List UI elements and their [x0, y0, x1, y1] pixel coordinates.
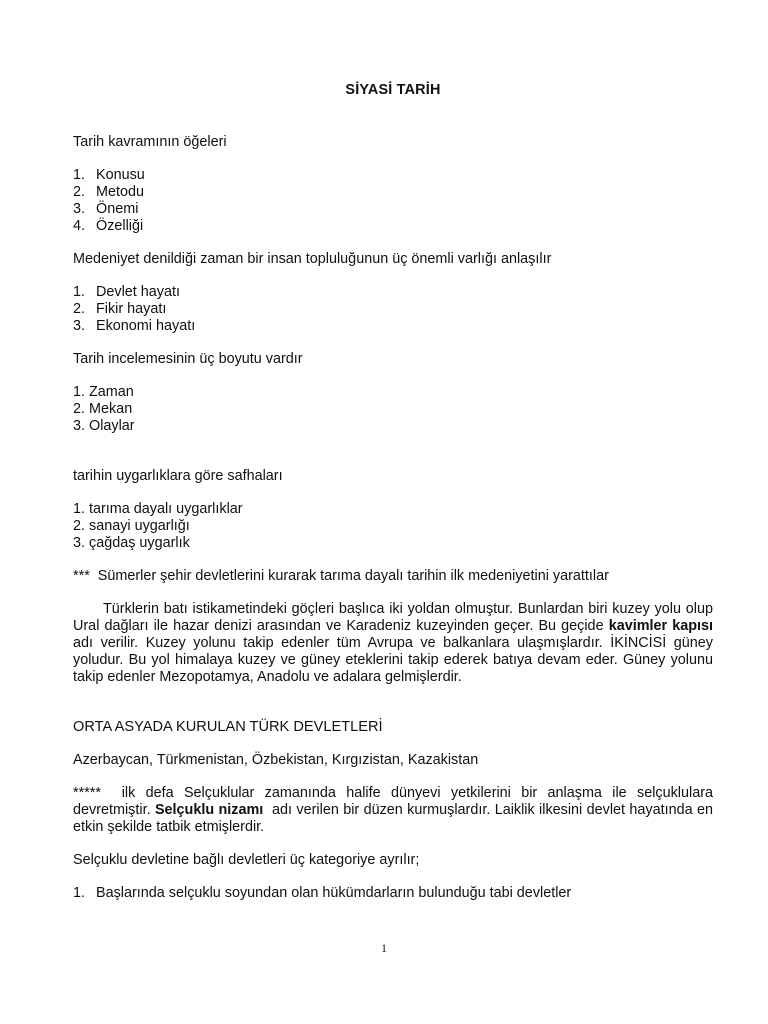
list-dimensions	[73, 384, 713, 435]
list-item: 3. Ekonomi hayatı	[73, 318, 196, 334]
paragraph-migration: Türklerin batı istikametindeki göçleri başlıca iki yoldan olmuştur. Bunlardan biri kuzey yolu olup Ural dağları ile hazar denizi arasından ve Karadeniz kuzeyinden geçer. Bu geçide kavimler kapısı adı verilir. Kuzey yolunu takip edenler tüm Avrupa ve balkanlara ulaşmışlardır. İKİNCİSİ güney yoludur. Bu yol himalaya kuzey ve güney eteklerini takip ederek batıya devam eder. Güney yolunu takip edenler Mezopotamya, Anadolu ve adalara gelmişlerdir.	[73, 601, 713, 685]
section-heading-dimensions: Tarih incelemesinin üç boyutu vardır	[73, 351, 303, 367]
list-item: 1. tarıma dayalı uygarlıklar	[73, 501, 243, 517]
page-title: SİYASİ TARİH	[345, 82, 441, 98]
section-heading-turkish-states: ORTA ASYADA KURULAN TÜRK DEVLETLERİ	[73, 719, 383, 735]
section-heading-phases: tarihin uygarlıklara göre safhaları	[73, 468, 283, 484]
section-heading-civilization: Medeniyet denildiği zaman bir insan topluluğunun üç önemli varlığı anlaşılır	[73, 251, 552, 267]
bold-term-kavimler-kapisi: kavimler kapısı	[608, 618, 713, 634]
document-body	[73, 82, 717, 902]
list-item: 3. Olaylar	[73, 418, 135, 434]
list-item: 1. Konusu	[73, 167, 145, 183]
countries-line: Azerbaycan, Türkmenistan, Özbekistan, Kırgızistan, Kazakistan	[73, 752, 479, 768]
list-item: 2. Metodu	[73, 184, 144, 200]
list-item: 2. Mekan	[73, 401, 133, 417]
list-item: 3. Önemi	[73, 201, 139, 217]
list-item: 1. Başlarında selçuklu soyundan olan hükümdarların bulunduğu tabi devletler	[73, 885, 572, 901]
section-heading-history-elements: Tarih kavramının öğeleri	[73, 134, 227, 150]
note-sumerians: *** Sümerler şehir devletlerini kurarak tarıma dayalı tarihin ilk medeniyetini yarattılar	[73, 568, 609, 584]
list-phases	[73, 501, 713, 552]
list-item: 1. Zaman	[73, 384, 134, 400]
page-number: 1	[381, 941, 387, 955]
list-civilization	[73, 284, 713, 335]
paragraph-categories: Selçuklu devletine bağlı devletleri üç kategoriye ayrılır;	[73, 852, 420, 868]
list-categories	[73, 885, 713, 902]
list-item: 2. Fikir hayatı	[73, 301, 167, 317]
list-item: 3. çağdaş uygarlık	[73, 535, 190, 551]
list-history-elements	[73, 167, 713, 235]
paragraph-seljuk: ***** ilk defa Selçuklular zamanında halife dünyevi yetkilerini bir anlaşma ile selçuklulara devretmiştir. Selçuklu nizamı adı verilen bir düzen kurmuşlardır. Laiklik ilkesini devlet hayatında en etkin şekilde tatbik etmişlerdir.	[73, 785, 717, 835]
bold-term-selcuklu-nizami: Selçuklu nizamı	[154, 802, 264, 818]
list-item: 1. Devlet hayatı	[73, 284, 180, 300]
list-item: 4. Özelliği	[73, 218, 144, 234]
list-item: 2. sanayi uygarlığı	[73, 518, 190, 534]
